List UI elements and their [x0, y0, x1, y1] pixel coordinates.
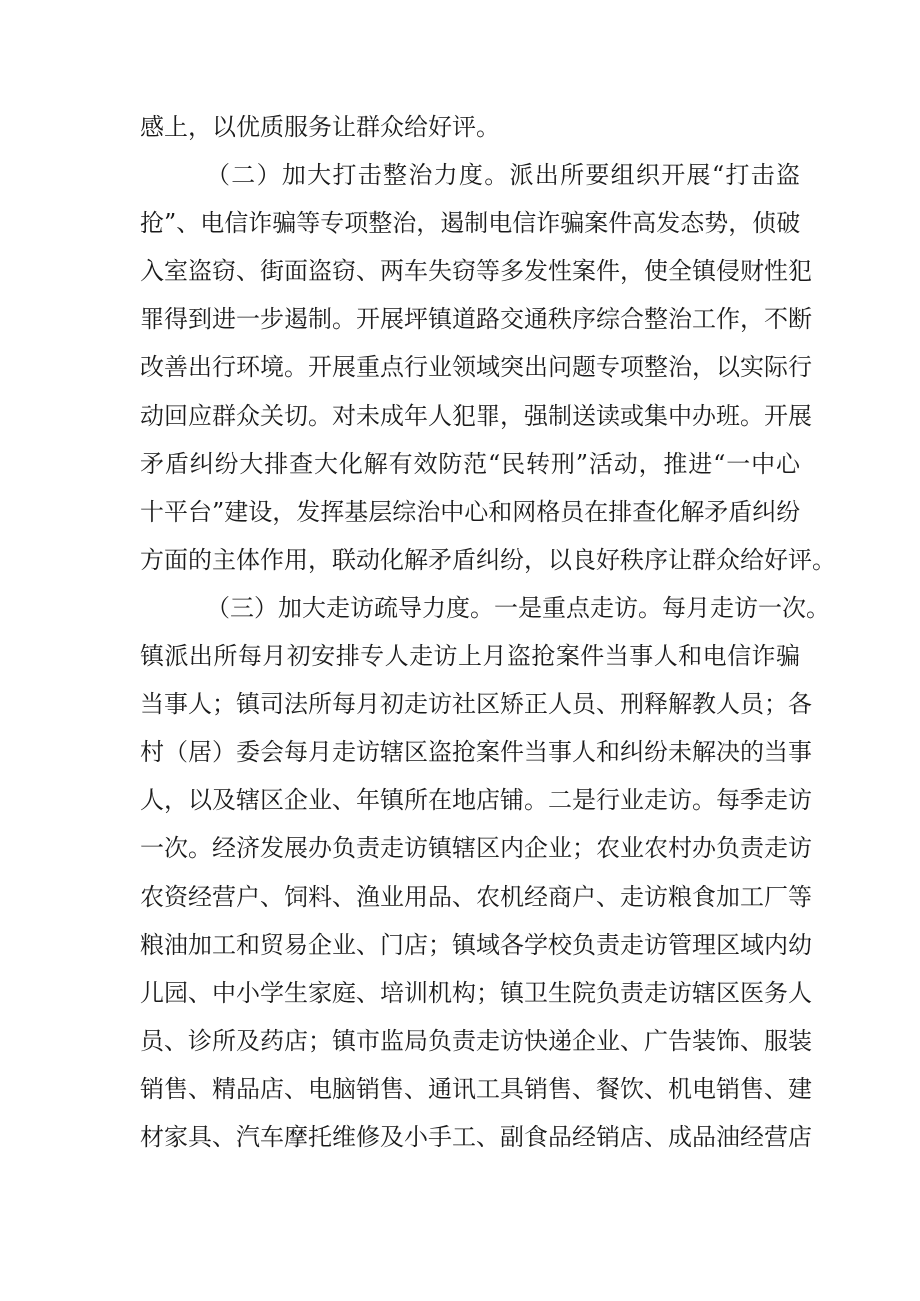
body-text [140, 103, 836, 1161]
text-line: 改善出行环境。开展重点行业领域突出问题专项整治，以实际行 [140, 353, 812, 382]
text-line-paragraph-start: （二）加大打击整治力度。派出所要组织开展“打击盗 [206, 161, 800, 190]
text-line: 入室盗窃、街面盗窃、两车失窃等多发性案件，使全镇侵财性犯 [140, 257, 812, 286]
text-line: 村（居）委会每月走访辖区盗抢案件当事人和纠纷未解决的当事 [140, 738, 812, 767]
text-line: 十平台”建设，发挥基层综治中心和网格员在排查化解矛盾纠纷 [140, 497, 801, 526]
text-line: 方面的主体作用，联动化解矛盾纠纷，以良好秩序让群众给好评。 [140, 545, 836, 574]
text-line: 材家具、汽车摩托维修及小手工、副食品经销店、成品油经营店 [140, 1122, 812, 1151]
text-line: 当事人；镇司法所每月初走访社区矫正人员、刑释解教人员；各 [140, 690, 812, 719]
text-line: 儿园、中小学生家庭、培训机构；镇卫生院负责走访辖区医务人 [140, 978, 812, 1007]
text-line: 销售、精品店、电脑销售、通讯工具销售、餐饮、机电销售、建 [140, 1074, 812, 1103]
text-line: 抢”、电信诈骗等专项整治，遏制电信诈骗案件高发态势，侦破 [140, 209, 801, 238]
text-line: 一次。经济发展办负责走访镇辖区内企业；农业农村办负责走访 [140, 834, 812, 863]
text-line: 粮油加工和贸易企业、门店；镇域各学校负责走访管理区域内幼 [140, 930, 812, 959]
text-line: 感上，以优质服务让群众给好评。 [140, 113, 500, 141]
text-line: 矛盾纠纷大排查大化解有效防范“民转刑”活动，推进“一中心 [140, 449, 800, 478]
text-line: 人，以及辖区企业、年镇所在地店铺。二是行业走访。每季走访 [140, 786, 812, 815]
text-line: 罪得到进一步遏制。开展坪镇道路交通秩序综合整治工作，不断 [140, 305, 812, 334]
text-line: 农资经营户、饲料、渔业用品、农机经商户、走访粮食加工厂等 [140, 882, 812, 911]
text-line-paragraph-start: （三）加大走访疏导力度。一是重点走访。每月走访一次。 [206, 593, 830, 622]
text-line: 镇派出所每月初安排专人走访上月盗抢案件当事人和电信诈骗 [140, 642, 800, 671]
text-line: 员、诊所及药店；镇市监局负责走访快递企业、广告装饰、服装 [140, 1026, 812, 1055]
text-line: 动回应群众关切。对未成年人犯罪，强制送读或集中办班。开展 [140, 401, 812, 430]
